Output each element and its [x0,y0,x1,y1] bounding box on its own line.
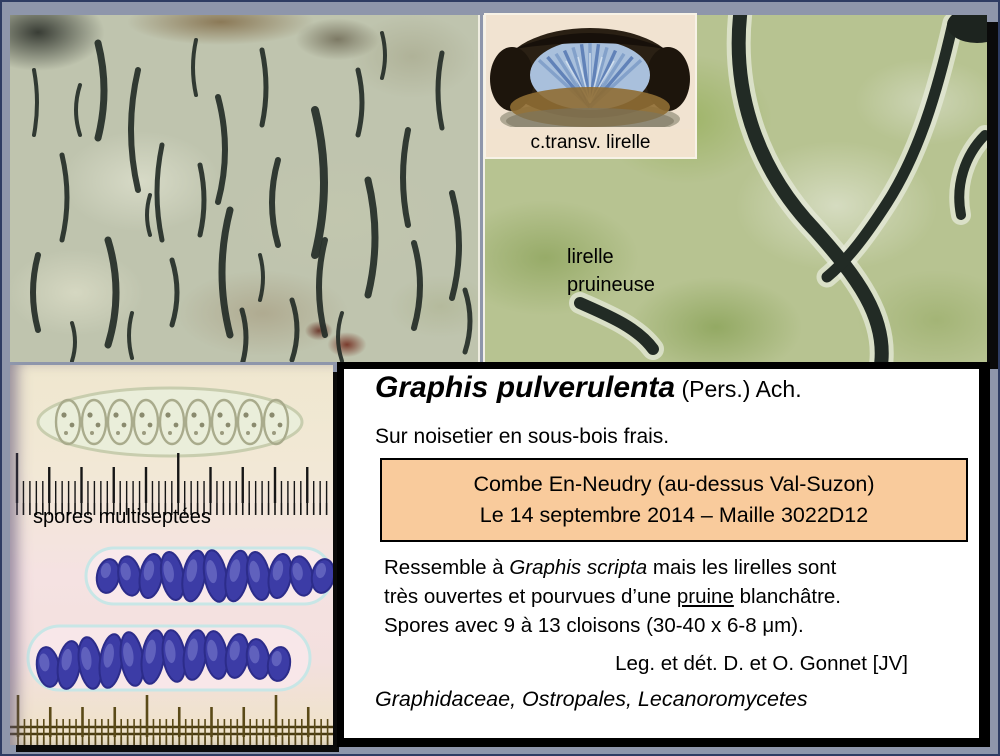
species-title: Graphis pulverulenta [375,371,676,404]
description-l2-post: blanchâtre. [733,585,841,608]
description-text [384,553,841,640]
location-box [380,458,968,542]
collector-credit: Leg. et dét. D. et O. Gonnet [JV] [615,652,908,675]
description-l2-pre: très ouvertes et pourvues d’une [384,585,677,608]
lirelle-pruineuse-label [567,243,655,299]
spores-label: spores multiseptées [33,506,211,528]
bark-lirelles-illustration [10,15,478,362]
spores-illustration [10,365,333,745]
taxonomy-line: Graphidaceae, Ostropales, Lecanoromycetes [375,687,808,711]
location-line1: Combe En-Neudry (au-dessus Val-Suzon) [473,472,875,496]
spores-photo [10,365,333,745]
info-panel [337,362,990,747]
description-l1-post: mais les lirelles sont [647,556,837,579]
lirelle-label-line2: pruineuse [567,274,655,296]
location-line2: Le 14 septembre 2014 – Maille 3022D12 [479,503,869,527]
description-l1-pre: Ressemble à [384,556,510,579]
habitat-text: Sur noisetier en sous-bois frais. [375,425,670,448]
description-line2 [384,582,841,611]
bark-lirelles-photo [10,15,480,362]
title-row [375,371,802,405]
species-authority: (Pers.) Ach. [675,376,802,402]
cross-section-illustration [486,15,695,127]
description-line1 [384,553,841,582]
description-l2-pruine: pruine [676,585,734,608]
cross-section-label: c.transv. lirelle [486,129,695,157]
cross-section-inset-photo [484,13,697,159]
description-l1-species: Graphis scripta [509,556,648,579]
description-line3: Spores avec 9 à 13 cloisons (30-40 x 6-8 μm). [384,614,804,637]
lirelle-label-line1: lirelle [567,246,614,268]
